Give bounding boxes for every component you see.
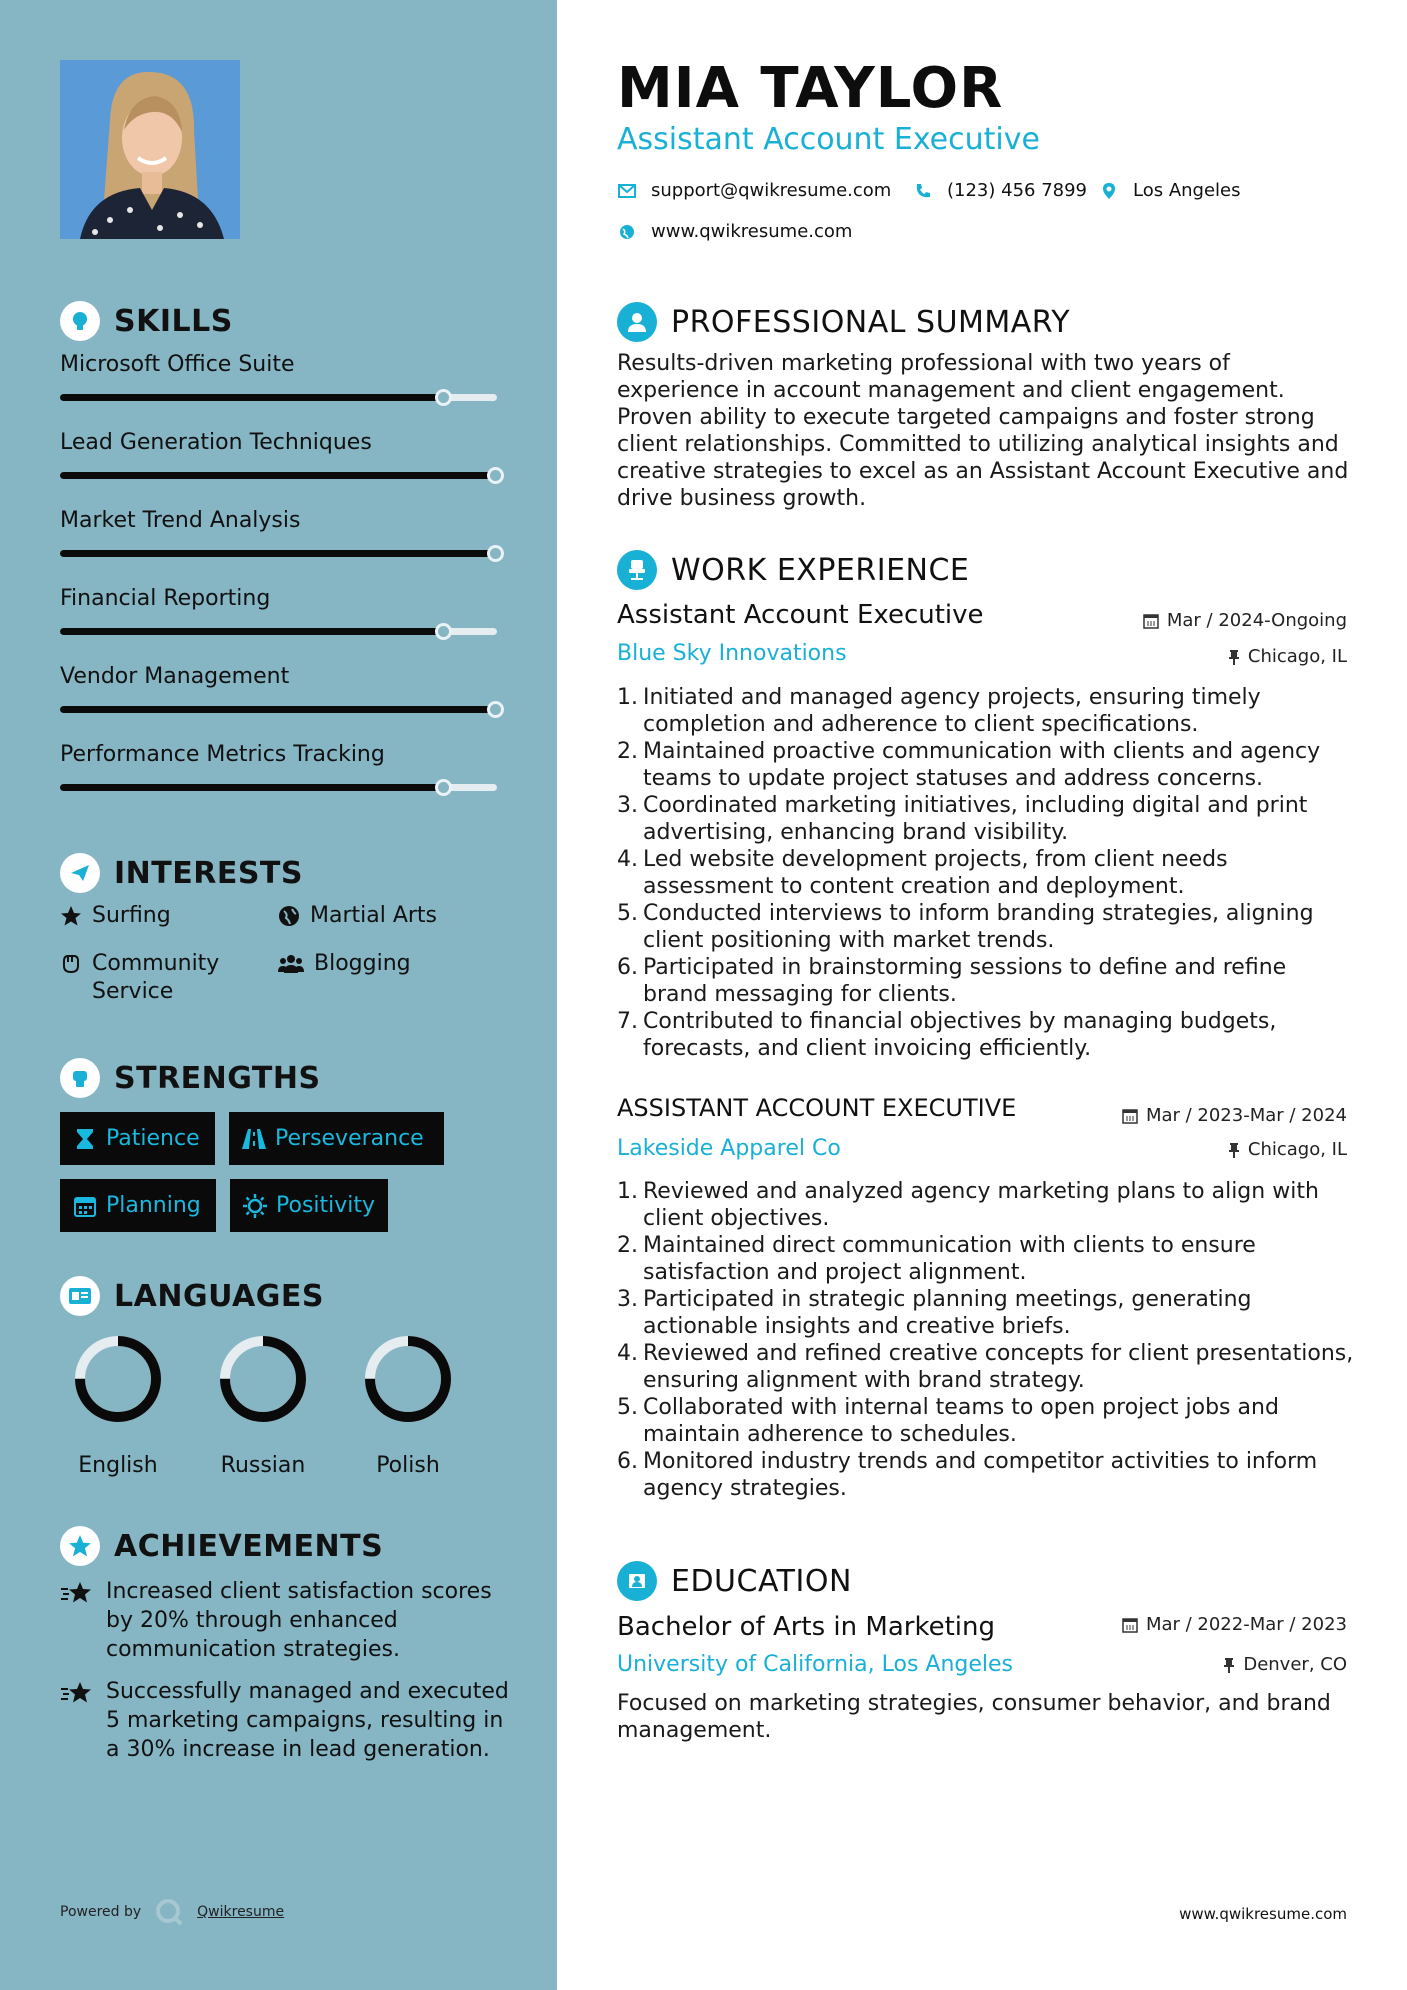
- interest-label: Blogging: [314, 951, 411, 976]
- skill-label: Microsoft Office Suite: [60, 352, 295, 377]
- graduation-icon: [617, 1561, 657, 1601]
- job-company: Lakeside Apparel Co: [617, 1136, 841, 1161]
- phone-icon: [913, 181, 933, 201]
- strength-label: Planning: [106, 1193, 201, 1218]
- user-icon: [617, 302, 657, 342]
- job-bullet: 5. Collaborated with internal teams to open project jobs and maintain adherence to schedules.: [617, 1395, 1279, 1447]
- strengths-section: [60, 1056, 510, 1100]
- email-text: support@qwikresume.com: [651, 180, 892, 201]
- skill-bar: [60, 784, 497, 791]
- education-title: EDUCATION: [671, 1563, 852, 1599]
- users-icon: [278, 950, 306, 978]
- job-company: Blue Sky Innovations: [617, 641, 847, 666]
- interests-list: [60, 902, 510, 1012]
- job-location-text: Chicago, IL: [1247, 646, 1347, 667]
- skills-section: [60, 299, 510, 343]
- globe-icon: [278, 902, 302, 930]
- achievements-section: [60, 1524, 510, 1568]
- job-location: [1228, 1139, 1347, 1160]
- candidate-name: MIA TAYLOR: [617, 56, 1004, 121]
- interest-item: [278, 950, 411, 978]
- language-item: [63, 1333, 173, 1478]
- strength-tag: [230, 1179, 388, 1232]
- pushpin-icon: [1228, 649, 1240, 665]
- language-item: [353, 1333, 463, 1478]
- sun-icon: [242, 1193, 268, 1219]
- calendar-icon: [1122, 1617, 1138, 1633]
- skill-label: Performance Metrics Tracking: [60, 742, 385, 767]
- job-bullet: 3. Participated in strategic planning meetings, generating actionable insights and creative briefs.: [617, 1287, 1252, 1339]
- job-bullet: 4. Led website development projects, from client needs assessment to content creation and deployment.: [617, 847, 1228, 899]
- summary-heading: [617, 300, 1070, 344]
- job-bullets: [617, 1178, 1357, 1502]
- powered-by: [60, 1898, 284, 1926]
- job-bullet: 6. Participated in brainstorming sessions to define and refine brand messaging for clients.: [617, 955, 1287, 1007]
- job-bullets: [617, 684, 1357, 1062]
- job-date-text: Mar / 2024-Ongoing: [1166, 610, 1347, 631]
- education-location: [1223, 1654, 1347, 1675]
- contact-location: [1099, 180, 1241, 201]
- candidate-title: Assistant Account Executive: [617, 122, 1040, 157]
- interest-item: [60, 902, 171, 930]
- skill-label: Lead Generation Techniques: [60, 430, 372, 455]
- interest-label: Martial Arts: [310, 903, 438, 928]
- pushpin-icon: [1228, 1142, 1240, 1158]
- fist-icon: [60, 1058, 100, 1098]
- star-icon: [60, 902, 84, 930]
- profile-photo: [60, 60, 240, 239]
- language-label: Polish: [376, 1453, 440, 1478]
- education-degree: Bachelor of Arts in Marketing: [617, 1612, 995, 1642]
- interests-title: INTERESTS: [114, 855, 303, 891]
- strength-tag: [229, 1112, 444, 1165]
- shooting-star-icon: [60, 1679, 96, 1709]
- skills-list: [60, 350, 510, 810]
- language-icon: [60, 1276, 100, 1316]
- achievements-title: ACHIEVEMENTS: [114, 1528, 384, 1564]
- contact-website[interactable]: [617, 221, 852, 242]
- interest-label: Surfing: [92, 903, 171, 928]
- job-bullet: 1. Initiated and managed agency projects, ensuring timely completion and adherence to client specifications.: [617, 685, 1261, 737]
- job-bullet: 2. Maintained proactive communication with clients and agency teams to update project statuses and address concerns.: [617, 739, 1321, 791]
- language-ring: [72, 1333, 164, 1425]
- achievement-text: Successfully managed and executed 5 marketing campaigns, resulting in a 30% increase in lead generation.: [106, 1679, 509, 1762]
- powered-by-label: Powered by: [60, 1904, 142, 1920]
- experience-heading: [617, 548, 969, 592]
- job-bullet: 4. Reviewed and refined creative concepts for client presentations, ensuring alignment with brand strategy.: [617, 1341, 1354, 1393]
- qwikresume-link[interactable]: Qwikresume: [197, 1904, 285, 1920]
- job-bullet: 5. Conducted interviews to inform branding strategies, aligning client positioning with market trends.: [617, 901, 1314, 953]
- skill-item: [60, 506, 510, 536]
- location-text: Los Angeles: [1133, 180, 1241, 201]
- envelope-icon: [617, 181, 637, 201]
- skill-bar: [60, 394, 497, 401]
- interest-item: [60, 950, 250, 1006]
- job-location: [1228, 646, 1347, 667]
- achievements-list: [60, 1577, 510, 1807]
- interest-item: [278, 902, 437, 930]
- hourglass-icon: [72, 1126, 98, 1152]
- skill-item: [60, 740, 510, 770]
- sidebar: [0, 0, 557, 1990]
- job-title: Assistant Account Executive: [617, 600, 984, 630]
- skill-bar: [60, 628, 497, 635]
- job-bullet: 3. Coordinated marketing initiatives, including digital and print advertising, enhancing brand visibility.: [617, 793, 1308, 845]
- trophy-star-icon: [60, 1526, 100, 1566]
- summary-title: PROFESSIONAL SUMMARY: [671, 304, 1071, 340]
- education-date: [1122, 1614, 1347, 1635]
- paper-plane-icon: [60, 853, 100, 893]
- job-date: [1143, 610, 1347, 631]
- hand-icon: [60, 950, 84, 978]
- language-ring: [362, 1333, 454, 1425]
- skill-item: [60, 662, 510, 692]
- education-location-text: Denver, CO: [1243, 1654, 1347, 1675]
- language-label: Russian: [220, 1453, 306, 1478]
- strengths-title: STRENGTHS: [114, 1060, 321, 1096]
- experience-title: WORK EXPERIENCE: [671, 552, 970, 588]
- strength-tag: [60, 1179, 216, 1232]
- skill-bar: [60, 472, 497, 479]
- interest-label: Community Service: [92, 951, 220, 1004]
- shooting-star-icon: [60, 1579, 96, 1609]
- office-chair-icon: [617, 550, 657, 590]
- strength-label: Perseverance: [275, 1126, 424, 1151]
- lightbulb-icon: [60, 301, 100, 341]
- main-content: [617, 0, 1354, 1990]
- languages-section: [60, 1274, 510, 1318]
- language-item: [208, 1333, 318, 1478]
- job-title: ASSISTANT ACCOUNT EXECUTIVE: [617, 1094, 1017, 1122]
- skill-label: Financial Reporting: [60, 586, 271, 611]
- qwikresume-logo-icon: [155, 1898, 183, 1926]
- globe-icon: [617, 222, 637, 242]
- calendar-icon: [1143, 613, 1159, 629]
- languages-list: [60, 1333, 510, 1483]
- strength-tag: [60, 1112, 215, 1165]
- skill-item: [60, 350, 510, 380]
- education-school: University of California, Los Angeles: [617, 1652, 1014, 1677]
- footer-website-link[interactable]: www.qwikresume.com: [1179, 1905, 1347, 1923]
- job-location-text: Chicago, IL: [1247, 1139, 1347, 1160]
- job-bullet: 6. Monitored industry trends and competitor activities to inform agency strategies.: [617, 1449, 1318, 1501]
- achievement-item: [60, 1677, 510, 1764]
- calendar-icon: [1122, 1108, 1138, 1124]
- skill-bar: [60, 706, 497, 713]
- interests-section: [60, 851, 510, 895]
- contact-phone[interactable]: [913, 180, 1087, 201]
- languages-title: LANGUAGES: [114, 1278, 324, 1314]
- phone-text: (123) 456 7899: [947, 180, 1088, 201]
- pushpin-icon: [1223, 1657, 1235, 1673]
- job-date-text: Mar / 2023-Mar / 2024: [1145, 1105, 1347, 1126]
- skill-bar: [60, 550, 497, 557]
- job-date: [1122, 1105, 1347, 1126]
- skill-item: [60, 428, 510, 458]
- map-pin-icon: [1099, 181, 1119, 201]
- summary-text: Results-driven marketing professional with two years of experience in account management and client engagement. Proven ability to execute targeted campaigns and foster strong client relationships. Committed to utilizing analytical insights and creative strategies to excel as an Assistant Account Executive and drive business growth.: [617, 351, 1349, 511]
- road-icon: [241, 1126, 267, 1152]
- job-bullet: 7. Contributed to financial objectives by managing budgets, forecasts, and client invoicing efficiently.: [617, 1009, 1277, 1061]
- education-date-text: Mar / 2022-Mar / 2023: [1145, 1614, 1347, 1635]
- website-text: www.qwikresume.com: [651, 221, 853, 242]
- achievement-text: Increased client satisfaction scores by 20% through enhanced communication strategies.: [106, 1579, 492, 1662]
- achievement-item: [60, 1577, 510, 1664]
- contact-email[interactable]: [617, 180, 891, 201]
- skills-title: SKILLS: [114, 303, 233, 339]
- language-label: English: [78, 1453, 158, 1478]
- strengths-list: [60, 1112, 510, 1232]
- job-bullet: 1. Reviewed and analyzed agency marketing plans to align with client objectives.: [617, 1179, 1319, 1231]
- education-heading: [617, 1559, 852, 1603]
- skill-item: [60, 584, 510, 614]
- strength-label: Patience: [106, 1126, 200, 1151]
- calendar-icon: [72, 1193, 98, 1219]
- skill-label: Vendor Management: [60, 664, 290, 689]
- skill-label: Market Trend Analysis: [60, 508, 301, 533]
- language-ring: [217, 1333, 309, 1425]
- job-bullet: 2. Maintained direct communication with clients to ensure satisfaction and project alignment.: [617, 1233, 1256, 1285]
- education-description: Focused on marketing strategies, consumer behavior, and brand management.: [617, 1691, 1331, 1743]
- strength-label: Positivity: [276, 1193, 376, 1218]
